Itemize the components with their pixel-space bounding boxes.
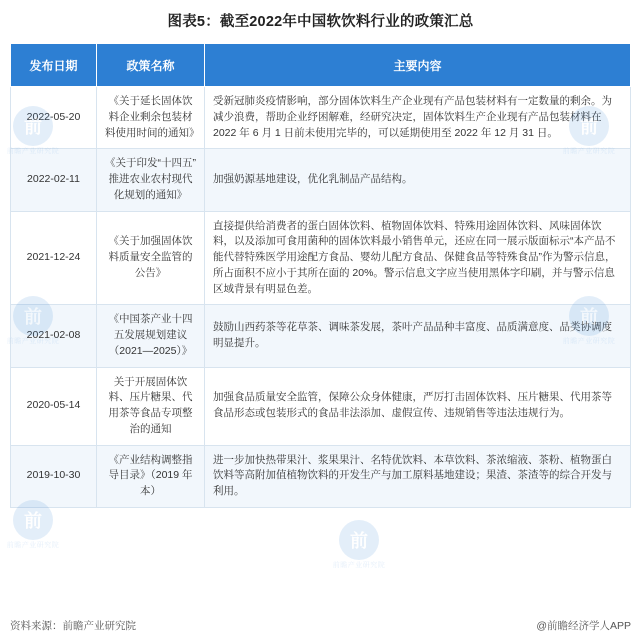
cell-content: 直接提供给消费者的蛋白固体饮料、植物固体饮料、特殊用途固体饮料、风味固体饮料，以及添加可食用菌种的固体饮料最小销售单元，还应在同一展示版面标示“本产品不能代替特殊医学用途配方食品、婴幼儿配方食品、保健食品等特殊食品”作为警示信息，所占面积不应小于其所在面的 20%。警示信息文字应当使用黑体字印刷，并与警示信息区域背景有明显色差。 <box>205 211 631 305</box>
cell-policy-name: 《产业结构调整指导目录》（2019 年本） <box>97 445 205 507</box>
column-header-content: 主要内容 <box>205 44 631 87</box>
table-row <box>11 367 631 445</box>
cell-content: 加强食品质量安全监管，保障公众身体健康，严厉打击固体饮料、压片糖果、代用茶等食品形态或包装形式的食品非法添加、虚假宣传、违规销售等违法违规行为。 <box>205 367 631 445</box>
cell-policy-name: 《关于印发“十四五”推进农业农村现代化规划的通知》 <box>97 149 205 211</box>
cell-content: 加强奶源基地建设，优化乳制品产品结构。 <box>205 149 631 211</box>
table-row <box>11 211 631 305</box>
watermark-text: 前瞻产业研究院 <box>332 562 386 569</box>
watermark-mark: 前 <box>339 520 379 560</box>
table-row <box>11 87 631 149</box>
column-header-name: 政策名称 <box>97 44 205 87</box>
cell-date: 2021-12-24 <box>11 211 97 305</box>
cell-policy-name: 《关于加强固体饮料质量安全监管的公告》 <box>97 211 205 305</box>
table-header-row <box>11 44 631 87</box>
cell-content: 受新冠肺炎疫情影响，部分固体饮料生产企业现有产品包装材料有一定数量的剩余。为减少浪费，帮助企业纾困解难，经研究决定，固体饮料生产企业现有产品包装材料在 2022 年 6 月 1 日前未使用完毕的，可以延期使用至 2022 年 12 月 31 日。 <box>205 87 631 149</box>
cell-date: 2021-02-08 <box>11 305 97 367</box>
cell-content: 鼓励山西药茶等花草茶、调味茶发展，茶叶产品品种丰富度、品质满意度、品类协调度明显提升。 <box>205 305 631 367</box>
page-title: 图表5：截至2022年中国软饮料行业的政策汇总 <box>167 14 474 30</box>
watermark-text: 前瞻产业研究院 <box>6 542 60 549</box>
policy-table <box>10 43 631 508</box>
cell-date: 2022-02-11 <box>11 149 97 211</box>
table-row <box>11 305 631 367</box>
footer <box>10 618 631 633</box>
watermark-mark: 前 <box>13 500 53 540</box>
column-header-date: 发布日期 <box>11 44 97 87</box>
cell-policy-name: 《中国茶产业十四五发展规划建议（2021—2025）》 <box>97 305 205 367</box>
brand-text: @前瞻经济学人APP <box>536 620 631 632</box>
cell-policy-name: 《关于延长固体饮料企业剩余包装材料使用时间的通知》 <box>97 87 205 149</box>
source-text: 资料来源：前瞻产业研究院 <box>10 620 136 632</box>
cell-date: 2019-10-30 <box>11 445 97 507</box>
table-row <box>11 149 631 211</box>
cell-date: 2022-05-20 <box>11 87 97 149</box>
watermark-logo <box>4 500 62 558</box>
table-row <box>11 445 631 507</box>
cell-date: 2020-05-14 <box>11 367 97 445</box>
cell-content: 进一步加快热带果汁、浆果果汁、名特优饮料、本草饮料、茶浓缩液、茶粉、植物蛋白饮料等高附加值植物饮料的开发生产与加工原料基地建设；果渣、茶渣等的综合开发与利用。 <box>205 445 631 507</box>
cell-policy-name: 关于开展固体饮料、压片糖果、代用茶等食品专项整治的通知 <box>97 367 205 445</box>
watermark-logo <box>330 520 388 578</box>
